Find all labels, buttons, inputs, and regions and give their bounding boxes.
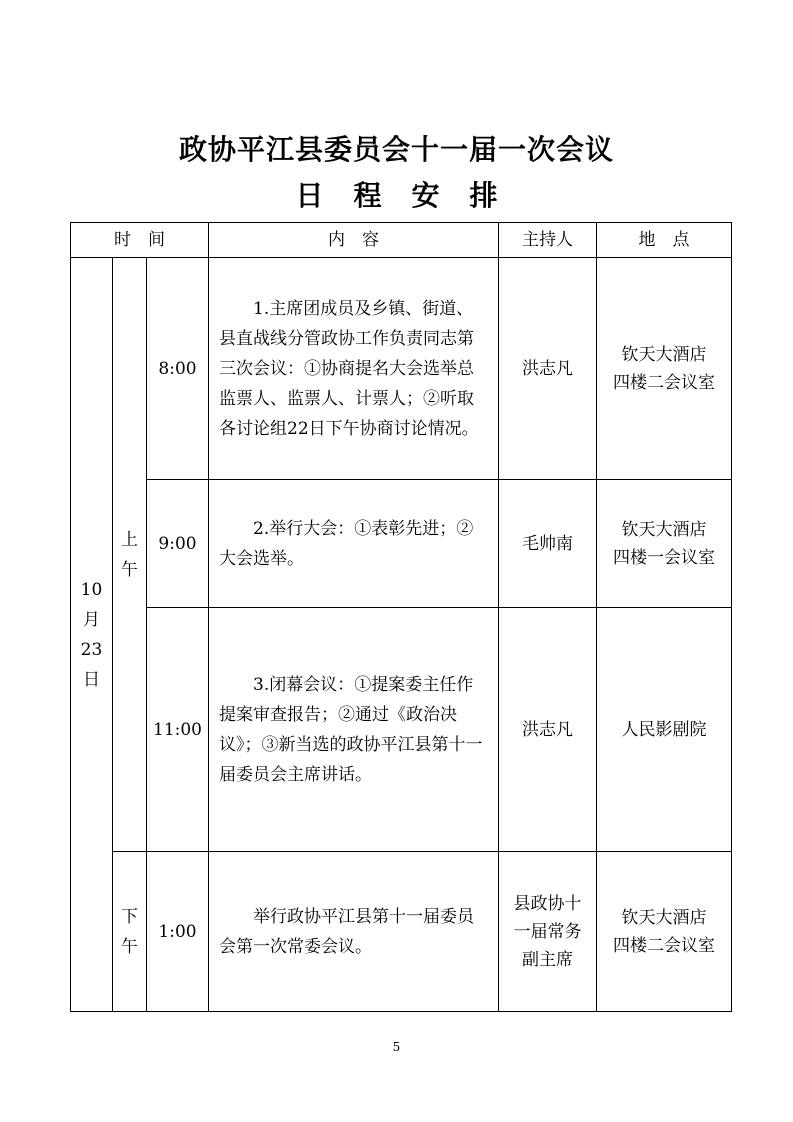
header-host: 主持人 (499, 223, 597, 258)
place-line1: 人民影剧院 (621, 719, 707, 740)
period-morning-text: 上午 (121, 529, 138, 580)
date-text: 10月23日 (80, 579, 103, 690)
content-cell (209, 480, 499, 608)
header-content: 内 容 (209, 223, 499, 258)
table-row (71, 608, 732, 852)
place-line1: 钦天大酒店 (621, 519, 707, 540)
content-cell (209, 852, 499, 1012)
table-row (71, 258, 732, 480)
host-cell: 毛帅南 (499, 480, 597, 608)
date-cell (71, 258, 113, 1012)
host-cell: 县政协十一届常务副主席 (499, 852, 597, 1012)
table-header-row (71, 223, 732, 258)
content-text: 2.举行大会：①表彰先进；②大会选举。 (219, 518, 474, 569)
time-cell: 1:00 (147, 852, 209, 1012)
header-time: 时 间 (71, 223, 209, 258)
page-number: 5 (392, 1040, 401, 1054)
table-row (71, 852, 732, 1012)
time-cell: 11:00 (147, 608, 209, 852)
place-cell (597, 480, 732, 608)
schedule-table (70, 222, 732, 1012)
content-text: 1.主席团成员及乡镇、街道、县直战线分管政协工作负责同志第三次会议：①协商提名大会选举总监票人、监票人、计票人；②听取各讨论组22日下午协商讨论情况。 (219, 298, 479, 439)
place-cell (597, 258, 732, 480)
host-cell: 洪志凡 (499, 258, 597, 480)
place-line1: 钦天大酒店 (621, 344, 707, 365)
place-line2: 四楼二会议室 (613, 935, 716, 956)
table-row (71, 480, 732, 608)
place-line1: 钦天大酒店 (621, 907, 707, 928)
content-cell (209, 608, 499, 852)
place-cell (597, 608, 732, 852)
header-place: 地 点 (597, 223, 732, 258)
place-line2: 四楼二会议室 (613, 372, 716, 393)
period-afternoon (113, 852, 147, 1012)
place-cell (597, 852, 732, 1012)
content-text: 举行政协平江县第十一届委员会第一次常委会议。 (219, 906, 475, 957)
content-text: 3.闭幕会议：①提案委主任作提案审查报告；②通过《政治决议》；③新当选的政协平江县第十一届委员会主席讲话。 (219, 674, 483, 785)
document-subtitle: 日程安排 (295, 179, 528, 212)
time-cell: 8:00 (147, 258, 209, 480)
content-cell (209, 258, 499, 480)
host-cell: 洪志凡 (499, 608, 597, 852)
place-line2: 四楼一会议室 (613, 547, 716, 568)
document-title: 政协平江县委员会十一届一次会议 (178, 133, 614, 166)
period-afternoon-text: 下午 (121, 906, 138, 957)
period-morning (113, 258, 147, 852)
time-cell: 9:00 (147, 480, 209, 608)
